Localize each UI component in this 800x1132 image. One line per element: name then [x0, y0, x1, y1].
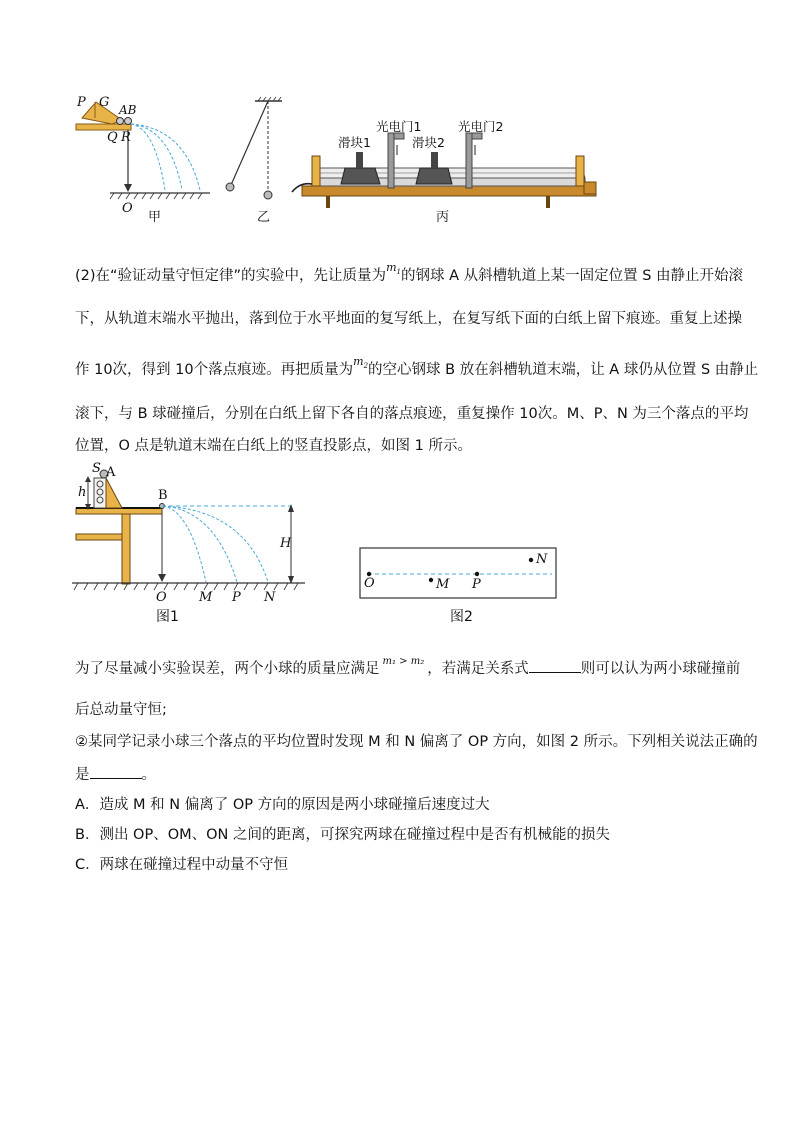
option-c[interactable]	[75, 855, 288, 875]
mass-m2: m2	[353, 355, 369, 371]
slider2-label: 滑块2	[412, 135, 445, 150]
question-line-1: (2)在“验证动量守恒定律”的实验中，先让质量为$^{m_1}$的钢球 A 从斜槽轨道上某一固定位置 S 由静止开始滚	[75, 261, 744, 284]
fig1-caption: 图1	[156, 609, 179, 625]
question-line-5: 位置，O 点是轨道末端在白纸上的竖直投影点，如图 1 所示。	[75, 438, 472, 454]
fig1-label-H: H	[280, 536, 292, 551]
fig2-label-N: N	[536, 552, 548, 567]
answer-blank-2[interactable]	[90, 764, 142, 779]
fig1-label-h: h	[78, 485, 87, 500]
fig1-label-N: N	[264, 590, 276, 605]
mass-m1: m1	[386, 261, 401, 277]
fig1-label-A: A	[106, 465, 116, 480]
caption-bing: 丙	[436, 210, 450, 225]
question-line-3: 作 10次，得到 10个落点痕迹。再把质量为$^{m_2}$的空心钢球 B 放在斜槽轨道末端，让 A 球仍从位置 S 由静止	[75, 355, 759, 378]
option-a-key: A．	[75, 797, 100, 813]
mass-relation: m₁ > m₂	[382, 656, 425, 667]
caption-jia: 甲	[148, 210, 162, 225]
question-line-2: 下，从轨道末端水平抛出，落到位于水平地面的复写纸上，在复写纸下面的白纸上留下痕迹。重复上述操	[75, 311, 742, 327]
label-O: O	[122, 201, 133, 216]
fig1-label-P: P	[232, 590, 241, 605]
gate2-label: 光电门2	[458, 119, 504, 134]
label-P: P	[77, 95, 86, 110]
fig2-label-O: O	[364, 576, 375, 591]
option-a-text: 造成 M 和 N 偏离了 OP 方向的原因是两小球碰撞后速度过大	[99, 797, 490, 813]
fig2-label-M: M	[436, 577, 450, 592]
q1-line-2: 后总动量守恒;	[75, 702, 167, 718]
caption-yi: 乙	[257, 210, 271, 225]
q1-line-1: 为了尽量减小实验误差，两个小球的质量应满足 $^{m_1 > m_2}$ ，若满足关系式 则可以认为两小球碰撞前	[75, 656, 741, 677]
answer-blank-1[interactable]	[529, 658, 581, 673]
gate1-label: 光电门1	[376, 119, 422, 134]
label-Q: Q	[107, 130, 118, 145]
fig1-label-B: B	[158, 488, 168, 503]
label-AB: AB	[119, 103, 137, 117]
fig2-caption: 图2	[450, 609, 473, 625]
label-R: R	[121, 130, 131, 145]
fig1-label-S: S	[92, 461, 101, 476]
fig2-label-P: P	[472, 577, 481, 592]
option-a[interactable]	[75, 795, 490, 815]
option-b-text: 测出 OP、OM、ON 之间的距离，可探究两球在碰撞过程中是否有机械能的损失	[99, 827, 611, 843]
option-c-text: 两球在碰撞过程中动量不守恒	[99, 857, 289, 873]
fig1-label-M: M	[199, 590, 213, 605]
fig1-label-O: O	[156, 590, 167, 605]
option-b-key: B．	[75, 827, 100, 843]
label-G: G	[99, 95, 110, 110]
slider1-label: 滑块1	[338, 135, 371, 150]
q2-line-1: ②某同学记录小球三个落点的平均位置时发现 M 和 N 偏离了 OP 方向，如图 2 所示。下列相关说法正确的	[75, 734, 758, 750]
option-c-key: C．	[75, 857, 100, 873]
question-line-4: 滚下，与 B 球碰撞后，分别在白纸上留下各自的落点痕迹，重复操作 10次。M、P、N 为三个落点的平均	[75, 406, 749, 422]
q2-line-2: 是 。	[75, 764, 156, 785]
option-b[interactable]	[75, 825, 610, 845]
